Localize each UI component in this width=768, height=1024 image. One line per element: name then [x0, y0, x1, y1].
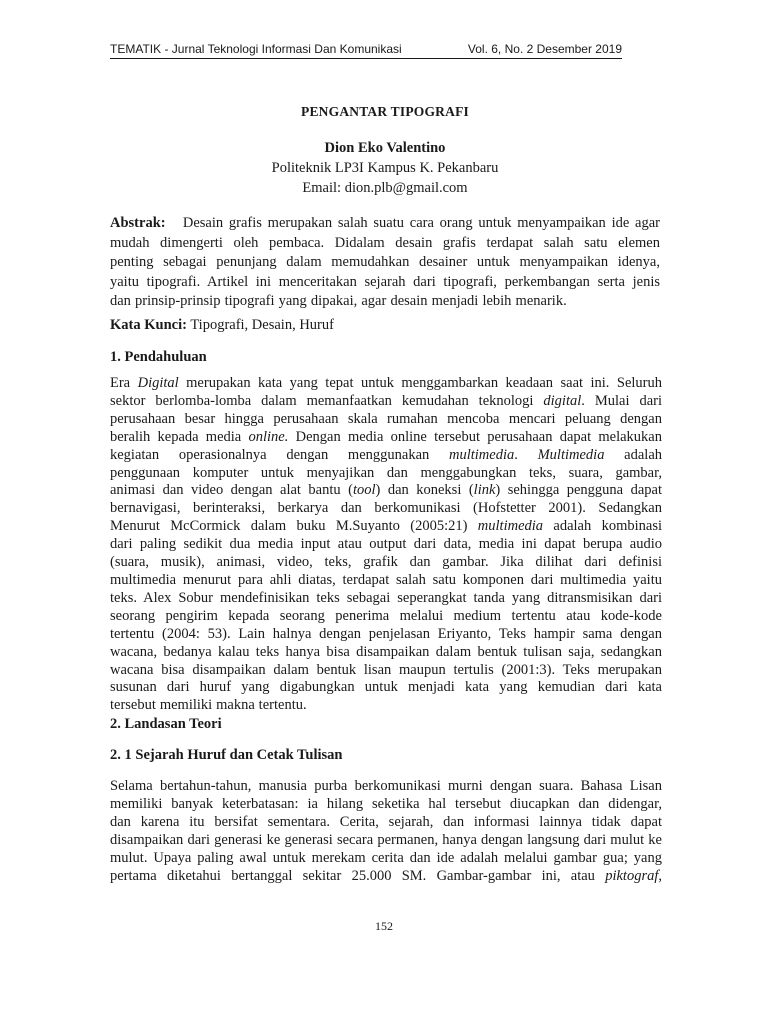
section-heading-landasan-teori: 2. Landasan Teori [110, 716, 222, 732]
author-email: Email: dion.plb@gmail.com [302, 180, 468, 196]
paragraph-line: disampaikan dari generasi ke generasi secara permanen, hanya dengan langsung dari mulut ke [110, 831, 662, 848]
paragraph-line: mulut. Upaya paling awal untuk merekam cerita dan ide adalah melalui gambar gua; yang [110, 849, 662, 866]
paragraph-line: Era Digital merupakan kata yang tepat untuk menggambarkan keadaan saat ini. Seluruh [110, 375, 662, 391]
paragraph-line: beralih kepada media online. Dengan media online tersebut perusahaan dapat melakukan [110, 428, 662, 445]
abstract-line: dan prinsip-prinsip tipografi yang dipakai, agar desain menjadi lebih menarik. [110, 293, 567, 310]
page-number: 152 [375, 919, 393, 933]
section1-paragraph [110, 375, 662, 715]
paragraph-line: susunan dari huruf yang digabungkan untuk menjadi kata yang kemudian dari kata [110, 679, 662, 696]
paragraph-line: penggunaan komputer untuk menyajikan dan menggabungkan teks, suara, gambar, [110, 464, 662, 481]
keywords-label: Kata Kunci: [110, 317, 187, 333]
paragraph-line: memiliki banyak keterbatasan: ia hilang seketika hal tersebut diucapkan dan didengar, [110, 795, 662, 812]
abstract-label: Abstrak: [110, 215, 166, 231]
paragraph-line: (suara, musik), animasi, video, teks, grafik dan gambar. Jika dilihat dari definisi [110, 554, 662, 571]
abstract-line [110, 214, 660, 234]
paragraph-line: wacana bisa disampaikan dalam bentuk lisan maupun tertulis (2001:3). Teks merupakan [110, 661, 662, 678]
author-block [110, 138, 660, 198]
paragraph-line: perusahaan besar hingga perusahaan skala rumahan mencoba mencari peluang dengan [110, 410, 662, 427]
subsection-heading-sejarah-huruf: 2. 1 Sejarah Huruf dan Cetak Tulisan [110, 747, 343, 763]
section2-paragraph [110, 778, 662, 885]
paragraph-line: dari paling sedikit dua media input atau output dari data, media ini dapat berupa audio [110, 536, 662, 553]
paragraph-line: sektor berlomba-lomba dalam memanfaatkan kemudahan teknologi digital. Mulai dari [110, 392, 663, 409]
paragraph-line: seorang pengirim kepada seorang penerima melalui medium tertentu atau kode-kode [110, 607, 662, 624]
abstract [110, 214, 660, 312]
section-heading-pendahuluan: 1. Pendahuluan [110, 349, 207, 365]
abstract-line: penting sebagai penunjang dalam memudahkan desainer untuk menyampaikan idenya, [110, 254, 660, 271]
author-name: Dion Eko Valentino [324, 140, 446, 156]
abstract-line: mudah dimengerti oleh pembaca. Didalam desain grafis terdapat salah satu elemen [110, 234, 660, 251]
keywords-text: Tipografi, Desain, Huruf [190, 317, 334, 333]
volume-issue: Vol. 6, No. 2 Desember 2019 [467, 42, 622, 56]
journal-name: TEMATIK - Jurnal Teknologi Informasi Dan Komunikasi [110, 42, 402, 56]
paragraph-line: tertentu (2004: 53). Lain halnya dengan penjelasan Eriyanto, Teks hampir sama dengan [110, 625, 662, 642]
paragraph-line: animasi dan video dengan alat bantu (tool) dan koneksi (link) sehingga pengguna dapat [110, 482, 662, 499]
running-header [110, 40, 622, 59]
abstract-line: yaitu tipografi. Artikel ini menceritakan sejarah dari tipografi, perkembangan serta jenis [110, 273, 660, 290]
paragraph-line: multimedia menurut para ahli diatas, terdapat salah satu komponen dari multimedia yaitu [110, 571, 662, 588]
paragraph-line: bernavigasi, berinteraksi, berkarya dan berkomunikasi (Hofstetter 2001). Sedangkan [110, 500, 662, 517]
paragraph-line: Selama bertahun-tahun, manusia purba berkomunikasi murni dengan suara. Bahasa Lisan [110, 778, 662, 794]
abstract-text: Desain grafis merupakan salah suatu cara orang untuk menyampaikan ide agar [182, 215, 660, 231]
paragraph-line: teks. Alex Sobur mendefinisikan teks sebagai seperangkat tanda yang ditransmisikan dari [110, 589, 662, 606]
paragraph-line: kegiatan operasionalnya dengan menggunakan multimedia. Multimedia adalah [110, 446, 663, 463]
paragraph-line: wacana, bedanya kalau teks hanya bisa disampaikan dalam bentuk tulisan saja, sedangkan [110, 643, 662, 660]
paragraph-line: Menurut McCormick dalam buku M.Suyanto (2005:21) multimedia adalah kombinasi [110, 518, 663, 535]
paragraph-line: dan karena itu bersifat sementara. Cerita, sejarah, dan informasi lainnya tidak dapat [110, 813, 662, 830]
paragraph-line: pertama diketahui bertanggal sekitar 25.000 SM. Gambar-gambar ini, atau piktograf, [110, 867, 662, 884]
paper-title: PENGANTAR TIPOGRAFI [301, 104, 469, 119]
paragraph-line: tersebut memiliki makna tertentu. [110, 697, 307, 714]
keywords [110, 315, 660, 335]
author-affiliation: Politeknik LP3I Kampus K. Pekanbaru [271, 160, 499, 176]
